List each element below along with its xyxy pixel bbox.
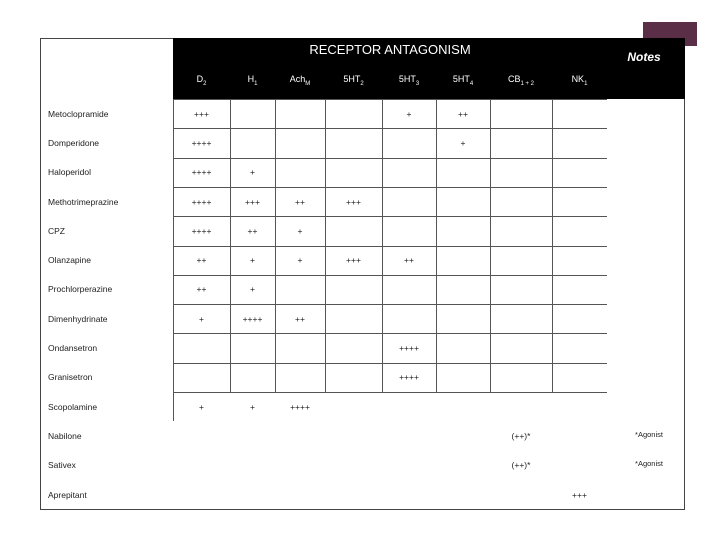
table-cell: +++ <box>572 489 587 500</box>
column-header-base: Ach <box>289 74 306 84</box>
table-cell: + <box>250 284 255 295</box>
column-header <box>325 74 382 87</box>
row-divider <box>173 246 607 247</box>
table-cell: ++++ <box>290 401 310 412</box>
column-header-base: NK <box>571 74 585 84</box>
table-cell: +++ <box>346 196 361 207</box>
row-divider <box>173 187 607 188</box>
column-header-subscript: 2 <box>203 80 207 87</box>
row-drug-name: Sativex <box>48 460 76 471</box>
table-cell: ++ <box>247 225 258 236</box>
table-cell: +++ <box>245 196 260 207</box>
table-cell: ++++ <box>191 196 212 207</box>
column-header-subscript: 1 <box>254 80 258 87</box>
column-header-base: D <box>196 74 204 84</box>
table-cell: (++)* <box>511 430 531 441</box>
table-cell: + <box>406 108 412 119</box>
row-divider <box>173 333 607 334</box>
column-header <box>490 74 552 87</box>
column-header-base: 5HT <box>343 74 361 84</box>
column-header <box>552 74 607 87</box>
row-divider <box>173 216 607 217</box>
row-drug-name: Aprepitant <box>48 489 87 500</box>
row-drug-name: Dimenhydrinate <box>48 313 108 324</box>
row-drug-name: Domperidone <box>48 137 100 148</box>
table-title: RECEPTOR ANTAGONISM <box>309 42 471 57</box>
table-cell: ++ <box>458 108 468 119</box>
column-header-base: 5HT <box>398 74 416 84</box>
table-cell: ++ <box>196 255 207 266</box>
row-drug-name: Prochlorperazine <box>48 284 113 295</box>
row-drug-name: Olanzapine <box>48 255 92 266</box>
table-cell: + <box>250 401 255 412</box>
table-cell: ++++ <box>399 372 419 383</box>
row-divider <box>173 304 607 305</box>
row-note: *Agonist <box>635 429 663 439</box>
table-cell: + <box>297 255 303 266</box>
table-cell: (++)* <box>511 460 531 471</box>
row-drug-name: Haloperidol <box>48 167 91 178</box>
column-header-subscript: 3 <box>415 80 420 87</box>
row-drug-name: Metoclopramide <box>48 108 109 119</box>
column-header-base: 5HT <box>452 74 470 84</box>
column-header <box>275 74 325 87</box>
column-header-subscript: 1 + 2 <box>520 80 535 87</box>
table-cell: + <box>199 401 204 412</box>
table-cell: ++ <box>295 196 305 207</box>
table-cell: ++ <box>295 313 305 324</box>
row-drug-name: Methotrimeprazine <box>48 196 119 207</box>
row-drug-name: CPZ <box>48 225 65 236</box>
row-drug-name: Granisetron <box>48 372 93 383</box>
notes-header: Notes <box>627 50 661 64</box>
column-header-base: CB <box>507 74 521 84</box>
column-header-subscript: 1 <box>584 80 588 87</box>
column-header-subscript: 2 <box>360 80 364 87</box>
column-header-subscript: M <box>305 80 311 87</box>
column-header-base: H <box>247 74 255 84</box>
column-header-subscript: 4 <box>469 80 474 87</box>
column-header <box>382 74 436 87</box>
table-cell: ++++ <box>191 137 212 148</box>
row-divider <box>173 363 607 364</box>
table-cell: + <box>297 225 303 236</box>
column-header <box>173 74 230 87</box>
row-divider <box>173 99 607 100</box>
table-cell: ++ <box>196 284 207 295</box>
table-cell: + <box>250 255 255 266</box>
table-cell: + <box>460 137 466 148</box>
table-cell: ++++ <box>242 313 263 324</box>
row-divider <box>173 392 607 393</box>
table-cell: +++ <box>346 255 361 266</box>
table-cell: +++ <box>194 108 209 119</box>
row-note: *Agonist <box>635 459 663 469</box>
row-divider <box>173 158 607 159</box>
row-divider <box>173 128 607 129</box>
row-drug-name: Nabilone <box>48 430 82 441</box>
table-cell: ++ <box>404 255 414 266</box>
table-cell: ++++ <box>191 225 212 236</box>
column-header <box>230 74 275 87</box>
table-cell: + <box>250 167 255 178</box>
row-drug-name: Scopolamine <box>48 401 98 412</box>
column-header <box>436 74 490 87</box>
table-cell: + <box>199 313 204 324</box>
row-divider <box>173 275 607 276</box>
table-cell: ++++ <box>191 167 212 178</box>
row-drug-name: Ondansetron <box>48 343 98 354</box>
table-cell: ++++ <box>399 343 419 354</box>
